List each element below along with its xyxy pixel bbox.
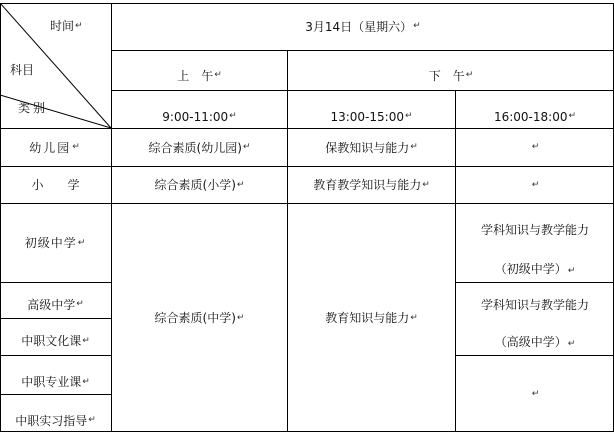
paragraph-mark: ↵ — [75, 20, 83, 31]
category-kindergarten — [0, 129, 111, 166]
header-pm — [288, 51, 614, 90]
subject-text: 学科知识与教学能力 — [480, 298, 589, 312]
pri-pm2-empty — [456, 167, 614, 203]
paragraph-mark: ↵ — [531, 179, 540, 190]
subject-text: 保教知识与能力 — [325, 140, 410, 155]
category-senior — [0, 283, 111, 318]
subject-label: 科目 — [10, 63, 35, 77]
senior-pm2-line2 — [495, 336, 576, 349]
category-voc-practice — [0, 395, 111, 432]
slot-3 — [456, 91, 614, 128]
corner-label-category — [18, 100, 78, 116]
slot-1-text: 9:00-11:00 — [162, 109, 229, 124]
subject-text: 综合素质(小学) — [154, 178, 236, 192]
senior-pm2-line1 — [481, 299, 589, 311]
category-label: 类别 — [18, 101, 49, 115]
junior-pm2-line2 — [495, 263, 576, 276]
paragraph-mark: ↵ — [82, 335, 90, 346]
paragraph-mark: ↵ — [567, 339, 576, 349]
paragraph-mark: ↵ — [410, 312, 418, 323]
subject-text: 学科知识与教学能力 — [480, 223, 589, 237]
paragraph-mark: ↵ — [76, 299, 84, 309]
paragraph-mark: ↵ — [214, 70, 222, 80]
subject-text: 综合素质(幼儿园) — [148, 140, 242, 155]
pri-pm1-subject — [288, 167, 455, 203]
category-text: 高级中学 — [27, 297, 76, 312]
paragraph-mark: ↵ — [242, 142, 251, 152]
category-voc-major — [0, 356, 111, 394]
paragraph-mark: ↵ — [77, 237, 87, 248]
category-text: 幼儿园 — [29, 140, 72, 155]
subject-note: （高级中学） — [494, 335, 567, 349]
kg-pm1-subject — [288, 129, 455, 166]
mid-pm1-subject — [288, 204, 455, 432]
category-junior — [0, 204, 111, 282]
paragraph-mark: ↵ — [568, 111, 577, 121]
subject-text: 教育教学知识与能力 — [313, 178, 422, 192]
paragraph-mark: ↵ — [404, 111, 413, 121]
subject-text: 教育知识与能力 — [325, 311, 410, 325]
paragraph-mark: ↵ — [531, 388, 540, 399]
paragraph-mark: ↵ — [410, 142, 418, 152]
category-text: 中职实习指导 — [15, 413, 88, 428]
paragraph-mark: ↵ — [567, 266, 576, 276]
subject-note: （初级中学） — [494, 262, 567, 276]
paragraph-mark: ↵ — [531, 142, 540, 152]
junior-pm2-line1 — [481, 224, 589, 236]
kg-pm2-empty — [456, 129, 614, 166]
category-text: 小 学 — [31, 178, 80, 192]
category-text: 初级中学 — [24, 236, 77, 250]
corner-label-subject — [10, 62, 60, 78]
junior-pm2-subject — [456, 204, 614, 282]
slot-3-text: 16:00-18:00 — [493, 109, 568, 124]
slot-2-text: 13:00-15:00 — [330, 109, 404, 124]
paragraph-mark: ↵ — [465, 70, 474, 80]
paragraph-mark: ↵ — [236, 312, 245, 323]
time-label: 时间 — [50, 19, 75, 33]
paragraph-mark: ↵ — [422, 179, 430, 190]
category-text: 中职专业课 — [21, 375, 82, 389]
paragraph-mark: ↵ — [413, 21, 421, 31]
paragraph-mark: ↵ — [229, 111, 237, 121]
corner-label-time — [50, 18, 100, 34]
slot-1 — [112, 91, 287, 128]
subject-text: 综合素质(中学) — [154, 311, 236, 325]
senior-pm2-subject — [456, 283, 614, 355]
category-primary — [0, 167, 111, 203]
voc-pm2-empty — [456, 356, 614, 432]
category-voc-culture — [0, 319, 111, 355]
paragraph-mark: ↵ — [236, 179, 245, 190]
am-text: 上 午 — [177, 68, 214, 83]
date-text: 3月14日（星期六） — [305, 19, 413, 34]
pri-am-subject — [112, 167, 287, 203]
paragraph-mark: ↵ — [88, 415, 96, 425]
category-text: 中职文化课 — [21, 334, 82, 348]
mid-am-subject — [112, 204, 287, 432]
pm-text: 下 午 — [428, 68, 465, 83]
slot-2 — [288, 91, 455, 128]
header-date — [112, 3, 614, 50]
kg-am-subject — [112, 129, 287, 166]
header-am — [112, 51, 287, 90]
paragraph-mark: ↵ — [82, 376, 90, 387]
paragraph-mark: ↵ — [72, 142, 82, 152]
